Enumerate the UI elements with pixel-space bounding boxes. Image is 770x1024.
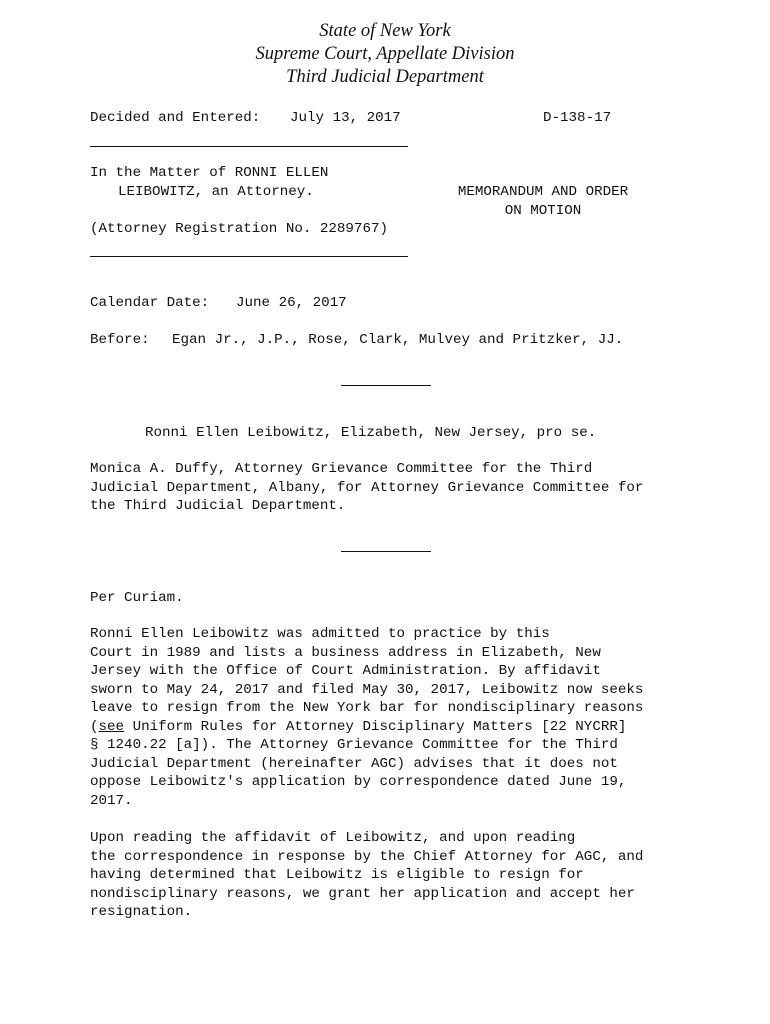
paragraph-1-text-a: Ronni Ellen Leibowitz was admitted to practice by this Court in 1989 and lists a business address in Elizabeth, New Jersey with the Office of Court Administration. By affidavit sworn to May 24, 2017 and filed May 30, 2017, Leibowitz now seeks leave to resign from the New York bar for nondisciplinary reasons ( [90,626,644,735]
see-signal: see [98,718,125,735]
opinion-paragraph-2: Upon reading the affidavit of Leibowitz, and upon reading the correspondence in response by the Chief Attorney for AGC, and having determined that Leibowitz is eligible to resign for nondisciplinary reasons, we grant her application and accept her resignation. [90,830,644,920]
appearance-counsel: Monica A. Duffy, Attorney Grievance Committee for the Third Judicial Department, Albany, for Attorney Grievance Committee for the Third Judicial Department. [90,461,644,514]
per-curiam-heading: Per Curiam. [90,590,184,606]
appearance-respondent: Ronni Ellen Leibowitz, Elizabeth, New Jersey, pro se. [145,425,597,441]
docket-number: D-138-17 [543,110,612,126]
decided-date: July 13, 2017 [290,110,401,126]
court-header [0,20,770,89]
court-state: State of New York [319,21,451,41]
separator-rule-1 [341,385,431,386]
caption-line-1: In the Matter of RONNI ELLEN [90,165,329,181]
calendar-date: June 26, 2017 [236,295,347,311]
separator-rule-2 [341,551,431,552]
court-department: Third Judicial Department [286,67,484,87]
opinion-paragraph-1 [90,625,690,810]
calendar-label: Calendar Date: [90,295,210,311]
doc-type-line-2: ON MOTION [504,203,582,219]
doc-type-line-1: MEMORANDUM AND ORDER [457,184,629,200]
caption-line-2: LEIBOWITZ, an Attorney. [118,184,314,200]
caption-top-rule [90,146,408,147]
paragraph-1-text-b: Uniform Rules for Attorney Disciplinary Matters [22 NYCRR] § 1240.22 [a]). The Attorney Grievance Committee for the Third Judicial Department (hereinafter AGC) advises that it does not oppose Leibowitz's application by correspondence dated June 19, 2017. [90,718,627,809]
caption-bottom-rule [90,256,408,257]
before-justices: Egan Jr., J.P., Rose, Clark, Mulvey and Pritzker, JJ. [172,332,624,348]
court-name: Supreme Court, Appellate Division [255,44,515,64]
before-label: Before: [90,332,150,348]
registration-number: (Attorney Registration No. 2289767) [90,221,388,237]
decided-label: Decided and Entered: [90,110,261,126]
